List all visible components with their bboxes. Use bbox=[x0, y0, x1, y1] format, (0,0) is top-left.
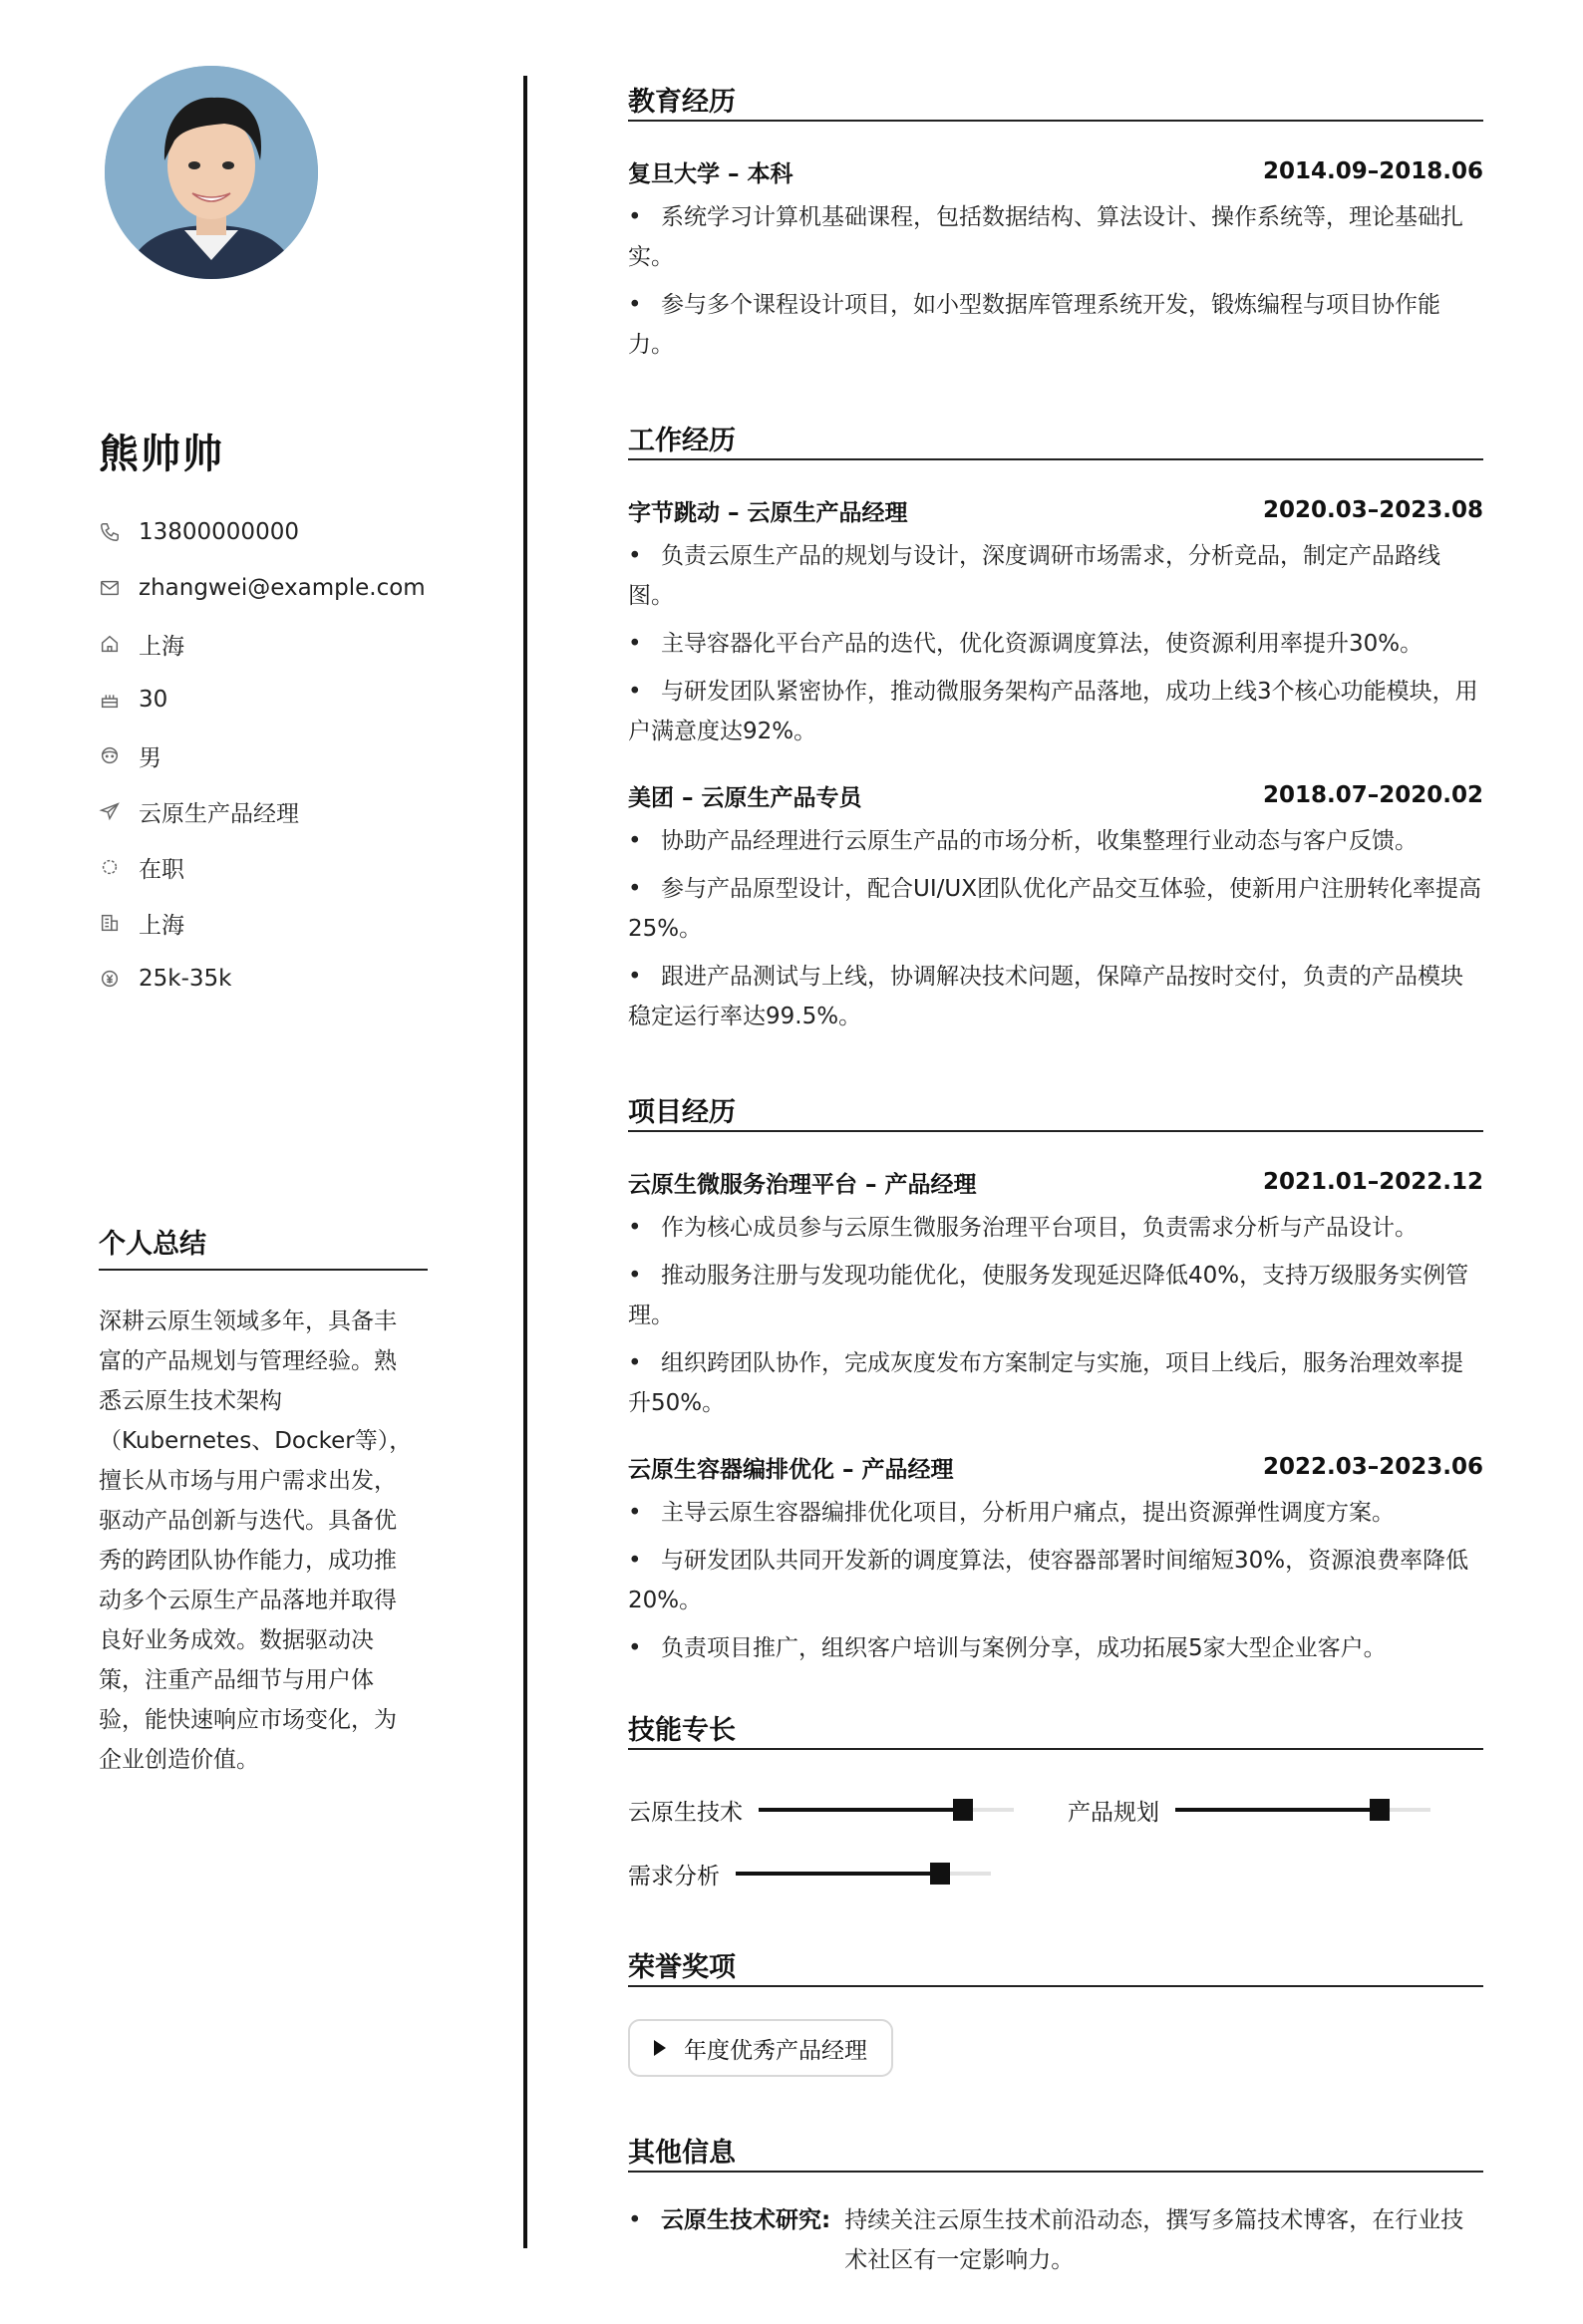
list-item: • 云原生技术研究: 持续关注云原生技术前沿动态，撰写多篇技术博客，在行业技术社区有一定影响力。 bbox=[628, 2200, 1483, 2280]
project-name: 云原生容器编排优化 – 产品经理 bbox=[628, 1456, 954, 1483]
work-entry-head bbox=[628, 494, 1483, 526]
list-item: • 作为核心成员参与云原生微服务治理平台项目，负责需求分析与产品设计。 bbox=[628, 1215, 1418, 1241]
other-item-text: 持续关注云原生技术前沿动态，撰写多篇技术博客，在行业技术社区有一定影响力。 bbox=[844, 2207, 1464, 2273]
skill-level-knob bbox=[953, 1799, 973, 1821]
project-date: 2021.01–2022.12 bbox=[1262, 1169, 1483, 1195]
cake-icon bbox=[99, 689, 121, 711]
email-value: zhangwei@example.com bbox=[139, 575, 426, 601]
awards-section bbox=[628, 1945, 1483, 2077]
education-entry-head bbox=[628, 155, 1483, 187]
skill-level-bar bbox=[759, 1808, 1014, 1812]
list-item: • 与研发团队紧密协作，推动微服务架构产品落地，成功上线3个核心功能模块，用户满意度达92%。 bbox=[628, 679, 1478, 744]
info-job-title bbox=[99, 783, 428, 839]
skills-list bbox=[628, 1778, 1483, 1905]
skill-level-knob bbox=[930, 1863, 950, 1885]
building-icon bbox=[99, 912, 121, 934]
project-entry-head bbox=[628, 1451, 1483, 1483]
skill-level-bar bbox=[1175, 1808, 1430, 1812]
skills-section bbox=[628, 1708, 1483, 1905]
work-company: 字节跳动 – 云原生产品经理 bbox=[628, 499, 908, 526]
award-label: 年度优秀产品经理 bbox=[684, 2037, 867, 2064]
age-value: 30 bbox=[139, 687, 168, 713]
skill-level-bar bbox=[736, 1872, 991, 1876]
education-heading: 教育经历 bbox=[628, 80, 1483, 122]
other-heading: 其他信息 bbox=[628, 2131, 1483, 2173]
column-divider bbox=[523, 76, 527, 2248]
project-name: 云原生微服务治理平台 – 产品经理 bbox=[628, 1171, 977, 1198]
project-date: 2022.03–2023.06 bbox=[1262, 1454, 1483, 1480]
skill-item bbox=[628, 1858, 991, 1890]
work-date: 2018.07–2020.02 bbox=[1262, 782, 1483, 808]
salary-icon bbox=[99, 968, 121, 990]
gender-value: 男 bbox=[139, 744, 161, 771]
work-city-value: 上海 bbox=[139, 912, 184, 939]
job-title-value: 云原生产品经理 bbox=[139, 800, 299, 827]
work-bullets bbox=[628, 536, 1483, 751]
work-entry-head bbox=[628, 779, 1483, 811]
list-item: • 组织跨团队协作，完成灰度发布方案制定与实施，项目上线后，服务治理效率提升50%。 bbox=[628, 1350, 1463, 1416]
project-bullets bbox=[628, 1208, 1483, 1423]
avatar-portrait-icon bbox=[105, 66, 318, 279]
list-item: • 负责项目推广，组织客户培训与案例分享，成功拓展5家大型企业客户。 bbox=[628, 1635, 1387, 1661]
project-entry-head bbox=[628, 1166, 1483, 1198]
award-toggle-button[interactable] bbox=[628, 2019, 893, 2077]
main-content bbox=[628, 80, 1483, 2280]
home-icon bbox=[99, 633, 121, 655]
candidate-name: 熊帅帅 bbox=[99, 432, 224, 477]
projects-section bbox=[628, 1090, 1483, 1668]
avatar bbox=[105, 66, 318, 279]
list-item: • 主导云原生容器编排优化项目，分析用户痛点，提出资源弹性调度方案。 bbox=[628, 1500, 1395, 1526]
project-bullets bbox=[628, 1493, 1483, 1668]
play-triangle-icon bbox=[654, 2040, 666, 2056]
info-email bbox=[99, 560, 428, 616]
awards-heading: 荣誉奖项 bbox=[628, 1945, 1483, 1987]
info-salary bbox=[99, 951, 428, 1007]
phone-icon bbox=[99, 521, 121, 543]
contact-info-list bbox=[99, 504, 428, 1007]
work-company: 美团 – 云原生产品专员 bbox=[628, 784, 862, 811]
work-bullets bbox=[628, 821, 1483, 1036]
salary-value: 25k-35k bbox=[139, 966, 232, 992]
summary-heading: 个人总结 bbox=[99, 1222, 428, 1271]
send-icon bbox=[99, 800, 121, 822]
skill-level-knob bbox=[1370, 1799, 1390, 1821]
education-section bbox=[628, 80, 1483, 365]
skill-item bbox=[628, 1794, 1014, 1827]
list-item: • 推动服务注册与发现功能优化，使服务发现延迟降低40%，支持万级服务实例管理。 bbox=[628, 1263, 1469, 1328]
status-value: 在职 bbox=[139, 856, 184, 883]
skills-heading: 技能专长 bbox=[628, 1708, 1483, 1750]
list-item: • 跟进产品测试与上线，协调解决技术问题，保障产品按时交付，负责的产品模块稳定运行率达99.5%。 bbox=[628, 964, 1463, 1029]
skill-level-fill bbox=[1175, 1808, 1380, 1812]
info-location bbox=[99, 616, 428, 672]
info-age bbox=[99, 672, 428, 727]
list-item: • 系统学习计算机基础课程，包括数据结构、算法设计、操作系统等，理论基础扎实。 bbox=[628, 204, 1463, 270]
education-bullets bbox=[628, 197, 1483, 365]
status-icon bbox=[99, 856, 121, 878]
work-section bbox=[628, 419, 1483, 1036]
education-date: 2014.09–2018.06 bbox=[1262, 158, 1483, 184]
list-item: • 主导容器化平台产品的迭代，优化资源调度算法，使资源利用率提升30%。 bbox=[628, 631, 1424, 657]
skill-name: 云原生技术 bbox=[628, 1799, 743, 1826]
work-date: 2020.03–2023.08 bbox=[1262, 497, 1483, 523]
info-status bbox=[99, 839, 428, 895]
list-item: • 参与产品原型设计，配合UI/UX团队优化产品交互体验，使新用户注册转化率提高25%。 bbox=[628, 876, 1481, 942]
info-phone bbox=[99, 504, 428, 560]
list-item: • 负责云原生产品的规划与设计，深度调研市场需求，分析竞品，制定产品路线图。 bbox=[628, 543, 1440, 609]
skill-level-fill bbox=[759, 1808, 963, 1812]
phone-value: 13800000000 bbox=[139, 519, 299, 545]
summary-text: 深耕云原生领域多年，具备丰富的产品规划与管理经验。熟悉云原生技术架构（Kubernetes、Docker等），擅长从市场与用户需求出发，驱动产品创新与迭代。具备优秀的跨团队协作能力，成功推动多个云原生产品落地并取得良好业务成效。数据驱动决策，注重产品细节与用户体验，能快速响应市场变化，为企业创造价值。 bbox=[99, 1308, 413, 1773]
list-item: • 与研发团队共同开发新的调度算法，使容器部署时间缩短30%，资源浪费率降低20%。 bbox=[628, 1548, 1469, 1613]
other-item-label: 云原生技术研究: bbox=[661, 2207, 831, 2233]
other-section bbox=[628, 2131, 1483, 2280]
skill-name: 产品规划 bbox=[1068, 1799, 1159, 1826]
location-value: 上海 bbox=[139, 633, 184, 660]
gender-icon bbox=[99, 744, 121, 766]
skill-item bbox=[1068, 1794, 1430, 1827]
mail-icon bbox=[99, 577, 121, 599]
skill-level-fill bbox=[736, 1872, 940, 1876]
info-work-city bbox=[99, 895, 428, 951]
skill-name: 需求分析 bbox=[628, 1863, 720, 1889]
education-school: 复旦大学 – 本科 bbox=[628, 160, 793, 187]
list-item: • 参与多个课程设计项目，如小型数据库管理系统开发，锻炼编程与项目协作能力。 bbox=[628, 292, 1440, 358]
projects-heading: 项目经历 bbox=[628, 1090, 1483, 1132]
list-item: • 协助产品经理进行云原生产品的市场分析，收集整理行业动态与客户反馈。 bbox=[628, 828, 1418, 854]
info-gender bbox=[99, 727, 428, 783]
work-heading: 工作经历 bbox=[628, 419, 1483, 460]
